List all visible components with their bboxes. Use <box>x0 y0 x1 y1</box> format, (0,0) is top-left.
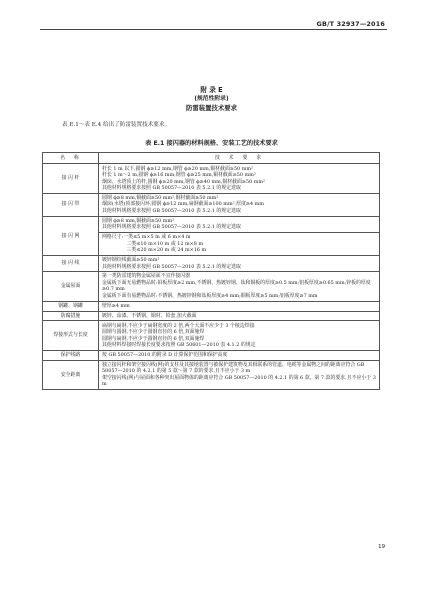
row-name: 接 闪 带 <box>43 193 99 216</box>
row-name: 接 闪 杆 <box>43 164 99 193</box>
requirement-line: 网格尺寸:一类≤5 m×5 m 或 6 m×4 m <box>102 234 191 241</box>
table-row <box>43 216 380 232</box>
table-body <box>43 164 380 390</box>
requirement-line: 圆钢与圆钢,不应少于圆钢直径的 6 倍,双面施焊 <box>102 329 205 336</box>
requirement-line: 第一类防雷建筑物金属屋面不宜作接闪器 <box>102 273 191 280</box>
requirement-line: 架空接闪线(网)与屋面和各种突出屋面物体的距离应符合 GB 50057—2010 的 4.2.1 的第 6 款、第 7 款的要求,且不应小于 3 m <box>102 374 376 388</box>
row-requirement <box>99 301 380 311</box>
table-row <box>43 272 380 301</box>
requirement-line: 烟囱(水塔)顶部接闪环,圆钢 ϕ≥12 mm,扁钢截面≥100 mm²,厚度≥4 mm <box>102 201 264 208</box>
row-requirement <box>99 321 380 350</box>
table-row <box>43 301 380 311</box>
requirement-line: 圆钢 ϕ≥8 mm,铜截面≥50 mm² <box>102 217 175 224</box>
row-name: 防腐措施 <box>43 311 99 321</box>
requirement-line: 金属板下面有易燃物品时:不锈钢、热镀锌钢和钛板厚度≥4 mm;铜板厚度≥5 mm;铝板厚度≥7 mm <box>102 292 318 299</box>
table-row <box>43 193 380 216</box>
row-requirement <box>99 350 380 360</box>
appendix-label: 附 录 E <box>200 86 223 94</box>
row-name: 安全距离 <box>43 360 99 389</box>
table-row <box>43 350 380 360</box>
intro-paragraph: 表 E.1～表 E.4 给出了防雷装置技术要求。 <box>62 122 171 128</box>
table-row <box>43 360 380 389</box>
requirement-line: 扁钢与扁钢,不应少于扁钢宽度的 2 倍,两个大面不应少于 3 个棱边焊接 <box>102 322 255 329</box>
requirement-line: 圆钢与扁钢,不应少于圆钢直径的 6 倍,双面施焊 <box>102 335 205 342</box>
requirement-line: 其他材料焊接时焊接长度要求按照 GB 50601—2010 表 4.1.2 的规定 <box>102 342 256 349</box>
header-rule <box>40 29 387 30</box>
technical-requirements-table <box>42 152 380 390</box>
appendix-title: 防雷装置技术要求 <box>185 103 238 112</box>
row-name: 钢罐、钢罐 <box>43 301 99 311</box>
requirement-line: 杆长 1 m 以下,圆钢 ϕ≥12 mm,钢管 ϕ≥20 mm,铜材截面≥50 mm² <box>102 165 253 172</box>
row-requirement <box>99 360 380 389</box>
table-row <box>43 321 380 350</box>
row-requirement <box>99 255 380 271</box>
requirement-line: 独立接闪杆和架空接闪线(网)的支柱及其接地装置与被保护建筑物及其相联系的管道、电缆等金属物之间的距离应符合 GB 50057—2010 的 4.2.1 的第 5 款～第 7 款的要求,且不应小于 3 m <box>102 361 365 375</box>
table-row <box>43 255 380 271</box>
requirement-line: 其他材料规格要求按照 GB 50057—2010 表 5.2.1 的规定选取 <box>102 207 241 214</box>
row-requirement <box>99 311 380 321</box>
row-name: 接 闪 网 <box>43 216 99 255</box>
row-name: 金属屋面 <box>43 272 99 301</box>
requirement-line: 烟囱、水塔顶上的杆,圆钢 ϕ≥20 mm,钢管 ϕ≥40 mm,铜材截面≥50 mm² <box>102 178 265 185</box>
row-name: 接 闪 线 <box>43 255 99 271</box>
row-requirement <box>99 233 380 256</box>
row-requirement <box>99 164 380 193</box>
header-name: 名 称 <box>43 153 99 164</box>
requirement-line: 镀锌、涂漆、不锈钢、铜材、铅套,加大截面 <box>102 312 197 319</box>
requirement-line: 其他材料规格要求按照 GB 50057—2010 表 5.2.1 的规定选取 <box>102 224 241 231</box>
requirement-line: 其他材料规格要求按照 GB 50057—2010 表 5.2.1 的规定选取 <box>102 185 241 192</box>
row-name: 保护线路 <box>43 350 99 360</box>
requirement-line: 镀锌钢绞线截面≥50 mm² <box>102 257 160 264</box>
row-requirement <box>99 272 380 301</box>
table-header-row <box>43 153 380 164</box>
header-requirement: 技 术 要 求 <box>99 153 380 164</box>
requirement-line: 金属板下面无易燃物品时:铅板厚度≥2 mm,不锈钢、热镀锌钢、钛和铜板的厚度≥0.5 mm;铝板厚度≥0.65 mm;锌板的厚度≥0.7 mm <box>102 279 371 293</box>
standard-number: GB/T 32937—2016 <box>316 20 385 28</box>
row-requirement <box>99 216 380 232</box>
requirement-line: 按 GB 50057—2010 的附录 D 计算保护范围和保护高度 <box>102 351 228 358</box>
appendix-heading <box>0 86 423 113</box>
requirement-line: 杆长 1 m～2 m,圆钢 ϕ≥16 mm,钢管 ϕ≥25 mm,铜材截面≥50 mm² <box>102 172 256 179</box>
table-caption: 表 E.1 接闪器的材料规格、安装工艺的技术要求 <box>145 140 278 147</box>
requirement-line: 其他材料规格要求按照 GB 50057—2010 表 5.2.1 的规定选取 <box>102 263 241 270</box>
requirement-line: 壁厚≥4 mm <box>102 302 130 309</box>
page-number: 19 <box>378 544 385 550</box>
table-row <box>43 164 380 193</box>
requirement-line: 二类≤10 m×10 m 或 12 m×8 m <box>102 240 204 247</box>
table-row <box>43 311 380 321</box>
row-name: 焊接形式与长度 <box>43 321 99 350</box>
row-requirement <box>99 193 380 216</box>
requirement-line: 圆钢 ϕ≥8 mm,铜截面≥50 mm²,铜材截面≥50 mm² <box>102 194 219 201</box>
appendix-type: (规范性附录) <box>194 96 229 102</box>
requirement-line: 三类≤20 m×20 m 或 24 m×16 m <box>102 247 207 254</box>
